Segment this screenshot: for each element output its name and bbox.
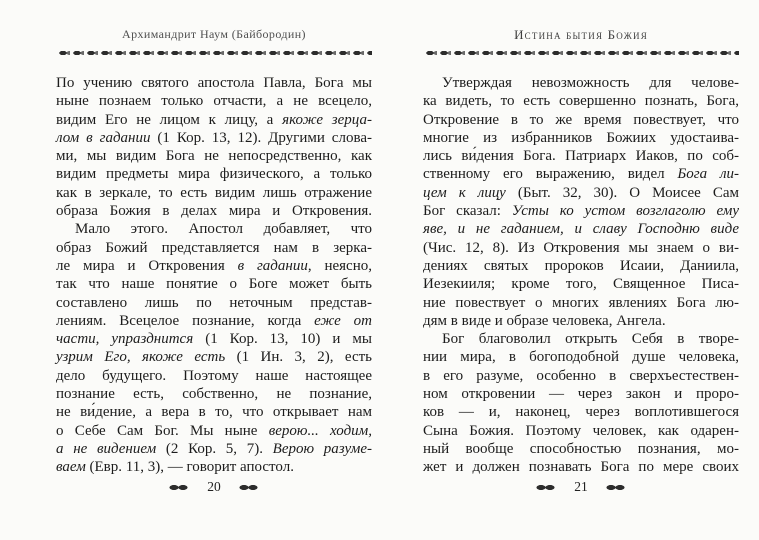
footer-ornament-icon [236,483,262,492]
text-line: ков — и, наконец, через воплотившегося [423,404,739,421]
text-line: Сына Божия. Поэтому человек, как одарен- [423,422,739,439]
text-line: дело будущего. Поэтому наше настоящее [56,367,372,384]
footer-ornament-icon [166,483,192,492]
text-line: образ Божий представляется нам в зерка- [56,239,372,256]
text-line: в его разуме, особенно в сверхъестествен- [423,367,739,384]
left-page-number: 20 [207,479,221,494]
right-ornament-bar [423,49,739,57]
text-line: ка видеть, то есть совершенно познать, Бога, [423,93,739,110]
text-line: ныне познаем только отчасти, а не всецело, [56,93,372,110]
text-line: ми, мы видим Бога не непосредственно, как [56,148,372,165]
text-line: дениях святых пророков Исаии, Даниила, [423,257,739,274]
text-line: ный вообще способностью познания, мо- [423,440,739,457]
right-page-number: 21 [574,479,588,494]
text-line: нии мира, в богоподобной душе человека, [423,349,739,366]
text-line: яве, и не гаданием, и славу Господню виде [423,221,739,238]
text-line: дям в виде и образе человека, Ангела. [423,312,666,329]
text-line: цем к лицу (Быт. 32, 30). О Моисее Сам [423,184,739,201]
right-running-header: Истина бытия Божия [514,27,648,42]
text-line: как в зеркале, то есть видим лишь отражение [56,184,372,201]
left-running-header: Архимандрит Наум (Байбородин) [122,27,306,41]
text-line: о Себе Сам Бог. Мы ныне верою... ходим, [56,422,372,439]
footer-ornament-icon [603,483,629,492]
text-line: образа Божия в делах мира и Откровения. [56,203,372,220]
right-page-footer [423,479,739,495]
text-line: Мало этого. Апостол добавляет, что [75,221,372,238]
text-line: познание есть, собственно, не познание, [56,386,372,403]
text-line: ле мира и Откровения в гадании, неясно, [56,257,372,274]
left-page-text [56,74,372,477]
text-line: ном откровении — через закон и проро- [423,386,739,403]
right-page-text [423,74,739,477]
text-line: Бог сказал: Усты ко устом возглаголю ему [423,203,739,220]
text-line: не ви́дение, а вера в то, что открывает нам [56,404,372,421]
text-line: а не видением (2 Кор. 5, 7). Верою разуме- [56,440,372,457]
page-right [423,27,739,527]
left-page-footer [56,479,372,495]
text-line: узрим Его, якоже есть (1 Ин. 3, 2), есть [56,349,372,366]
footer-ornament-icon [533,483,559,492]
text-line: так что наше понятие о Боге может быть [56,276,372,293]
text-line: (Чис. 12, 8). Из Откровения мы знаем о ви- [423,239,739,256]
text-line: лом в гадании (1 Кор. 13, 12). Другими слова- [56,129,372,146]
text-line: лениям. Всецелое познание, когда еже от [56,312,372,329]
page-left [56,27,372,527]
text-line: видим предметы мира физического, а только [56,166,372,183]
text-line: жет и должен познавать Бога по мере своих [423,459,739,476]
text-line: видим Его не лицом к лицу, а якоже зерца- [56,111,372,128]
text-line: Утверждая невозможность для челове- [442,75,739,91]
text-line: Бог благоволил открыть Себя в творе- [442,331,739,348]
text-line: части, упразднится (1 Кор. 13, 10) и мы [56,331,372,348]
left-ornament-bar [56,49,372,57]
text-line: Откровение в то же время повествует, что [423,111,739,128]
text-line: Иезекииля; кроме того, Священное Писа- [423,276,739,293]
text-line: составлено лишь по неточным представ- [56,294,372,311]
text-line: ственному его выражению, видел Бога ли- [423,166,739,183]
text-line: лись ви́дения Бога. Патриарх Иаков, по соб- [423,148,739,165]
text-line: многие из избранников Божиих удостаива- [423,129,739,146]
text-line: По учению святого апостола Павла, Бога мы [56,75,372,91]
text-line: ваем (Евр. 11, 3), — говорит апостол. [56,459,294,476]
text-line: ние повествует о многих явлениях Бога лю- [423,294,739,311]
